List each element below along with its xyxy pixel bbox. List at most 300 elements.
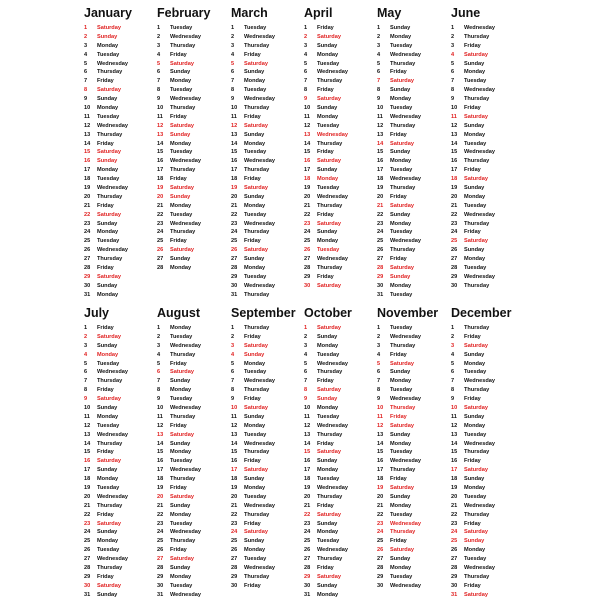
weekday-name: Sunday (317, 105, 338, 112)
day-row (84, 484, 156, 493)
day-row (157, 591, 229, 600)
weekday-name: Friday (317, 273, 334, 280)
day-number: 8 (157, 387, 161, 394)
day-row (451, 264, 523, 273)
day-number: 7 (84, 378, 88, 385)
day-row (157, 448, 229, 457)
day-row (377, 175, 449, 184)
day-row (231, 528, 303, 537)
weekday-name: Wednesday (464, 378, 495, 385)
weekday-name: Sunday (390, 87, 411, 94)
month-november (377, 306, 449, 591)
weekday-name: Thursday (97, 440, 123, 447)
day-number: 9 (451, 396, 455, 403)
day-row (304, 140, 376, 149)
weekday-name: Friday (244, 582, 261, 589)
weekday-name: Saturday (464, 113, 488, 120)
day-number: 1 (451, 25, 455, 31)
weekday-name: Wednesday (390, 238, 421, 245)
weekday-name: Monday (317, 113, 339, 120)
day-row (304, 422, 376, 431)
day-number: 12 (84, 422, 91, 429)
day-row (451, 237, 523, 246)
weekday-name: Wednesday (97, 122, 128, 129)
day-row (84, 86, 156, 95)
weekday-name: Tuesday (97, 238, 120, 245)
day-number: 6 (84, 369, 88, 376)
day-row (84, 140, 156, 149)
weekday-name: Wednesday (317, 69, 348, 76)
day-number: 8 (304, 387, 308, 394)
weekday-name: Thursday (390, 122, 416, 129)
day-row (377, 475, 449, 484)
weekday-name: Monday (170, 387, 192, 394)
day-number: 9 (377, 96, 381, 103)
day-row (304, 475, 376, 484)
day-row (84, 33, 156, 42)
day-row (231, 377, 303, 386)
weekday-name: Wednesday (390, 176, 421, 183)
weekday-name: Wednesday (97, 185, 128, 192)
day-row (377, 140, 449, 149)
weekday-name: Friday (464, 582, 481, 589)
weekday-name: Monday (317, 342, 339, 349)
day-row (377, 537, 449, 546)
day-row (84, 333, 156, 342)
day-number: 14 (231, 140, 238, 147)
day-row (451, 77, 523, 86)
weekday-name: Wednesday (464, 273, 495, 280)
weekday-name: Sunday (464, 122, 485, 129)
day-number: 24 (451, 229, 458, 236)
day-row (451, 537, 523, 546)
day-number: 23 (304, 520, 311, 527)
day-number: 20 (84, 493, 91, 500)
weekday-name: Friday (97, 140, 114, 147)
weekday-name: Saturday (244, 185, 268, 192)
day-number: 9 (304, 96, 308, 103)
weekday-name: Saturday (390, 140, 414, 147)
weekday-name: Tuesday (317, 60, 340, 67)
day-row (377, 484, 449, 493)
weekday-name: Wednesday (464, 211, 495, 218)
weekday-name: Sunday (170, 565, 191, 572)
day-number: 22 (377, 511, 384, 518)
weekday-name: Monday (97, 42, 119, 49)
day-number: 19 (377, 185, 384, 192)
day-number: 16 (377, 458, 384, 465)
day-number: 13 (84, 431, 91, 438)
day-row (377, 42, 449, 51)
weekday-name: Sunday (317, 520, 338, 527)
day-row (157, 324, 229, 333)
day-number: 27 (231, 256, 238, 263)
day-number: 12 (451, 422, 458, 429)
day-number: 26 (231, 247, 238, 254)
month-title: June (451, 6, 481, 20)
weekday-name: Sunday (244, 413, 265, 420)
day-number: 26 (84, 247, 91, 254)
day-row (231, 255, 303, 264)
day-row (231, 95, 303, 104)
day-row (451, 457, 523, 466)
day-number: 2 (304, 33, 308, 40)
day-row (231, 68, 303, 77)
weekday-name: Sunday (97, 220, 118, 227)
day-number: 8 (84, 387, 88, 394)
weekday-name: Sunday (97, 96, 118, 103)
weekday-name: Saturday (170, 431, 194, 438)
weekday-name: Saturday (317, 220, 341, 227)
month-title: February (157, 6, 211, 20)
month-august (157, 306, 229, 600)
weekday-name: Wednesday (244, 96, 275, 103)
day-number: 21 (377, 202, 384, 209)
day-number: 5 (84, 60, 88, 67)
day-row (377, 582, 449, 591)
day-number: 8 (451, 87, 455, 94)
weekday-name: Thursday (244, 325, 270, 331)
day-row (304, 184, 376, 193)
day-number: 19 (451, 185, 458, 192)
weekday-name: Monday (244, 485, 266, 492)
day-number: 19 (157, 485, 164, 492)
day-number: 27 (84, 556, 91, 563)
day-number: 3 (84, 42, 88, 49)
day-row (157, 457, 229, 466)
day-row (84, 457, 156, 466)
weekday-name: Monday (464, 422, 486, 429)
weekday-name: Wednesday (170, 158, 201, 165)
day-row (157, 166, 229, 175)
day-number: 28 (84, 565, 91, 572)
day-number: 2 (231, 333, 235, 340)
day-row (451, 555, 523, 564)
weekday-name: Saturday (97, 333, 121, 340)
day-number: 3 (304, 342, 308, 349)
day-row (377, 86, 449, 95)
day-row (377, 291, 449, 300)
day-number: 7 (377, 78, 381, 85)
day-number: 24 (84, 529, 91, 536)
weekday-name: Saturday (390, 485, 414, 492)
day-number: 2 (304, 333, 308, 340)
day-row (451, 520, 523, 529)
day-row (304, 360, 376, 369)
day-number: 18 (157, 476, 164, 483)
weekday-name: Thursday (390, 185, 416, 192)
day-number: 14 (84, 440, 91, 447)
day-row (84, 546, 156, 555)
weekday-name: Tuesday (390, 229, 413, 236)
day-number: 30 (84, 582, 91, 589)
day-list (84, 324, 156, 600)
weekday-name: Wednesday (244, 282, 275, 289)
day-number: 8 (451, 387, 455, 394)
weekday-name: Sunday (244, 131, 265, 138)
month-title: January (84, 6, 132, 20)
day-row (451, 175, 523, 184)
weekday-name: Sunday (97, 342, 118, 349)
day-number: 10 (451, 105, 458, 112)
day-number: 20 (377, 193, 384, 200)
weekday-name: Sunday (170, 193, 191, 200)
day-row (304, 484, 376, 493)
day-row (304, 166, 376, 175)
day-number: 5 (377, 60, 381, 67)
day-number: 6 (304, 369, 308, 376)
day-number: 11 (451, 113, 457, 120)
weekday-name: Friday (317, 149, 334, 156)
day-number: 5 (377, 360, 381, 367)
day-row (84, 113, 156, 122)
day-number: 26 (377, 247, 384, 254)
day-row (157, 51, 229, 60)
day-row (84, 166, 156, 175)
day-row (304, 113, 376, 122)
day-row (84, 537, 156, 546)
day-list (451, 324, 523, 600)
weekday-name: Sunday (464, 538, 485, 545)
weekday-name: Friday (317, 440, 334, 447)
weekday-name: Friday (464, 167, 481, 174)
day-number: 17 (451, 167, 458, 174)
day-row (304, 228, 376, 237)
day-number: 24 (84, 229, 91, 236)
weekday-name: Saturday (464, 467, 488, 474)
day-row (451, 60, 523, 69)
day-row (377, 333, 449, 342)
day-row (231, 86, 303, 95)
weekday-name: Friday (317, 25, 334, 31)
weekday-name: Thursday (317, 78, 343, 85)
day-number: 5 (451, 360, 455, 367)
day-number: 3 (377, 342, 381, 349)
day-list (377, 324, 449, 591)
day-row (377, 184, 449, 193)
day-row (304, 282, 376, 291)
day-number: 13 (231, 431, 238, 438)
day-number: 5 (304, 360, 308, 367)
day-row (304, 555, 376, 564)
day-row (157, 386, 229, 395)
day-number: 16 (451, 458, 458, 465)
weekday-name: Saturday (97, 520, 121, 527)
weekday-name: Tuesday (170, 25, 193, 31)
weekday-name: Tuesday (244, 25, 267, 31)
weekday-name: Tuesday (390, 105, 413, 112)
day-row (157, 502, 229, 511)
day-number: 9 (84, 396, 88, 403)
weekday-name: Sunday (170, 131, 191, 138)
day-row (451, 166, 523, 175)
day-row (451, 246, 523, 255)
weekday-name: Wednesday (244, 158, 275, 165)
day-row (304, 342, 376, 351)
day-number: 13 (84, 131, 91, 138)
weekday-name: Sunday (390, 431, 411, 438)
day-number: 12 (231, 122, 238, 129)
weekday-name: Sunday (390, 369, 411, 376)
day-row (84, 448, 156, 457)
day-row (84, 184, 156, 193)
day-number: 1 (304, 25, 308, 31)
weekday-name: Sunday (390, 273, 411, 280)
weekday-name: Saturday (317, 511, 341, 518)
day-number: 15 (451, 449, 458, 456)
day-number: 7 (304, 78, 308, 85)
day-row (157, 360, 229, 369)
weekday-name: Monday (244, 140, 266, 147)
weekday-name: Tuesday (170, 520, 193, 527)
day-number: 25 (304, 538, 311, 545)
weekday-name: Thursday (97, 256, 123, 263)
weekday-name: Sunday (244, 256, 265, 263)
day-number: 26 (157, 547, 164, 554)
day-number: 15 (304, 149, 311, 156)
weekday-name: Sunday (97, 529, 118, 536)
day-number: 19 (451, 485, 458, 492)
day-number: 29 (231, 273, 238, 280)
weekday-name: Tuesday (244, 211, 267, 218)
day-row (304, 537, 376, 546)
day-row (157, 122, 229, 131)
weekday-name: Saturday (97, 25, 121, 31)
weekday-name: Wednesday (390, 396, 421, 403)
weekday-name: Wednesday (170, 220, 201, 227)
day-number: 1 (231, 25, 235, 31)
weekday-name: Friday (464, 42, 481, 49)
day-number: 29 (377, 273, 384, 280)
weekday-name: Friday (97, 265, 114, 272)
day-number: 24 (231, 229, 238, 236)
day-number: 14 (304, 140, 311, 147)
day-row (231, 351, 303, 360)
day-number: 14 (84, 140, 91, 147)
day-row (157, 68, 229, 77)
weekday-name: Thursday (390, 529, 416, 536)
weekday-name: Saturday (464, 405, 488, 412)
day-number: 29 (451, 273, 458, 280)
day-row (304, 546, 376, 555)
day-number: 21 (84, 502, 91, 509)
day-number: 7 (84, 78, 88, 85)
day-row (84, 493, 156, 502)
day-row (84, 413, 156, 422)
day-row (451, 122, 523, 131)
day-number: 20 (377, 493, 384, 500)
day-row (304, 237, 376, 246)
weekday-name: Tuesday (170, 458, 193, 465)
day-number: 6 (231, 369, 235, 376)
day-number: 17 (231, 167, 238, 174)
day-number: 10 (304, 105, 311, 112)
day-list (377, 24, 449, 300)
day-number: 15 (231, 149, 238, 156)
weekday-name: Saturday (97, 582, 121, 589)
weekday-name: Saturday (244, 122, 268, 129)
day-row (304, 448, 376, 457)
day-number: 6 (304, 69, 308, 76)
weekday-name: Friday (244, 238, 261, 245)
weekday-name: Tuesday (390, 42, 413, 49)
day-number: 4 (84, 351, 88, 358)
month-may (377, 6, 449, 300)
day-row (84, 511, 156, 520)
day-row (451, 140, 523, 149)
day-number: 18 (304, 476, 311, 483)
day-number: 26 (377, 547, 384, 554)
weekday-name: Monday (170, 140, 192, 147)
weekday-name: Monday (97, 476, 119, 483)
day-number: 19 (377, 485, 384, 492)
day-number: 27 (304, 556, 311, 563)
day-number: 31 (304, 591, 311, 598)
day-row (84, 237, 156, 246)
weekday-name: Monday (244, 360, 266, 367)
day-row (377, 68, 449, 77)
weekday-name: Friday (170, 547, 187, 554)
day-number: 20 (231, 193, 238, 200)
day-number: 11 (304, 113, 310, 120)
weekday-name: Friday (464, 458, 481, 465)
day-number: 26 (304, 247, 311, 254)
day-row (304, 440, 376, 449)
day-number: 20 (304, 193, 311, 200)
weekday-name: Monday (244, 78, 266, 85)
weekday-name: Friday (244, 333, 261, 340)
weekday-name: Saturday (97, 149, 121, 156)
weekday-name: Thursday (244, 449, 270, 456)
day-row (377, 386, 449, 395)
day-number: 12 (377, 422, 384, 429)
weekday-name: Monday (244, 265, 266, 272)
weekday-name: Tuesday (170, 149, 193, 156)
day-row (451, 33, 523, 42)
day-number: 27 (84, 256, 91, 263)
weekday-name: Thursday (390, 342, 416, 349)
day-row (377, 24, 449, 33)
day-number: 13 (377, 131, 384, 138)
day-row (231, 282, 303, 291)
weekday-name: Thursday (244, 229, 270, 236)
weekday-name: Monday (390, 378, 412, 385)
weekday-name: Tuesday (464, 556, 487, 563)
day-row (377, 131, 449, 140)
day-row (451, 528, 523, 537)
day-number: 4 (377, 351, 381, 358)
day-row (377, 202, 449, 211)
weekday-name: Thursday (244, 387, 270, 394)
day-number: 29 (451, 573, 458, 580)
weekday-name: Wednesday (244, 220, 275, 227)
day-number: 18 (377, 176, 384, 183)
day-number: 6 (451, 369, 455, 376)
weekday-name: Thursday (97, 69, 123, 76)
day-row (157, 368, 229, 377)
day-number: 7 (231, 378, 235, 385)
day-row (377, 273, 449, 282)
day-number: 27 (451, 556, 458, 563)
day-number: 25 (377, 238, 384, 245)
weekday-name: Friday (244, 51, 261, 58)
day-row (377, 95, 449, 104)
day-number: 2 (377, 33, 381, 40)
weekday-name: Wednesday (170, 33, 201, 40)
day-row (231, 51, 303, 60)
weekday-name: Monday (170, 265, 192, 272)
weekday-name: Thursday (170, 229, 196, 236)
